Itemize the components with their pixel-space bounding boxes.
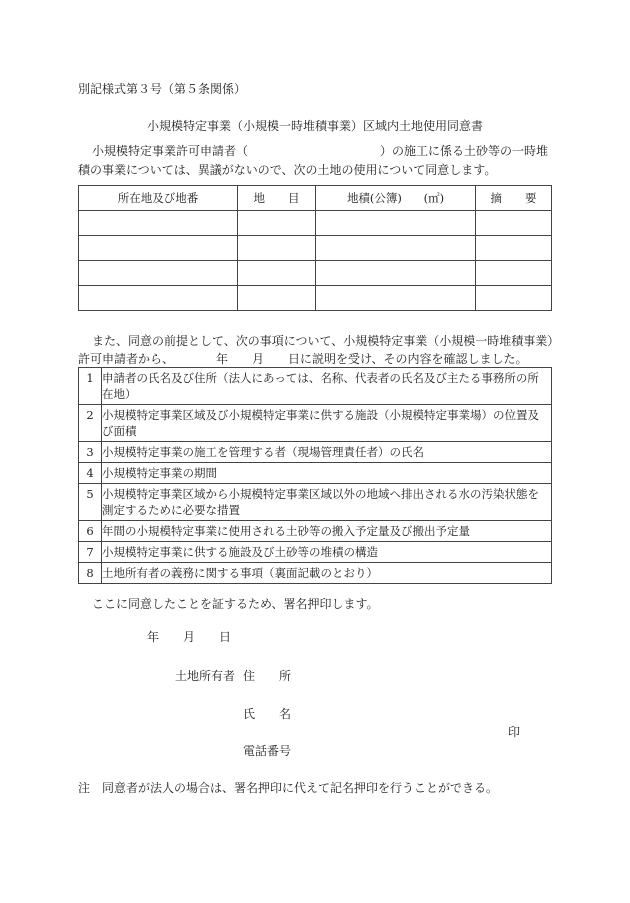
owner-label: 土地所有者 <box>175 669 236 683</box>
footnote: 注 同意者が法人の場合は、署名押印に代えて記名押印を行うことができる。 <box>78 781 499 795</box>
header-area-unit: (㎡) <box>423 191 445 205</box>
item-text: 小規模特定事業の期間 <box>102 463 552 484</box>
list-item <box>79 521 552 542</box>
cell-location[interactable] <box>79 236 238 261</box>
cell-location[interactable] <box>79 261 238 286</box>
seal-mark: 印 <box>508 725 521 739</box>
cell-remarks[interactable] <box>476 236 552 261</box>
form-id: 別記様式第３号（第５条関係） <box>78 82 247 96</box>
item-number: 3 <box>79 442 102 463</box>
cell-area[interactable] <box>316 211 476 236</box>
list-item <box>79 368 552 405</box>
intro-line2: 積の事業については、異議がないので、次の土地の使用について同意します。 <box>78 163 497 177</box>
item-text: 小規模特定事業に供する施設及び土砂等の堆積の構造 <box>102 542 552 563</box>
cell-category[interactable] <box>238 211 316 236</box>
cell-category[interactable] <box>238 236 316 261</box>
item-text: 年間の小規模特定事業に使用される土砂等の搬入予定量及び搬出予定量 <box>102 521 552 542</box>
table-row <box>79 261 552 286</box>
land-table-header <box>79 186 552 211</box>
list-item <box>79 484 552 521</box>
list-item <box>79 442 552 463</box>
item-text: 小規模特定事業区域及び小規模特定事業に供する施設（小規模特定事業場）の位置及び面積 <box>102 405 552 442</box>
list-item <box>79 463 552 484</box>
item-text: 土地所有者の義務に関する事項（裏面記載のとおり） <box>102 563 552 584</box>
header-category: 地 目 <box>238 186 316 211</box>
cell-remarks[interactable] <box>476 286 552 311</box>
cell-location[interactable] <box>79 211 238 236</box>
item-number: 6 <box>79 521 102 542</box>
item-number: 1 <box>79 368 102 405</box>
table-row <box>79 211 552 236</box>
item-text: 申請者の氏名及び住所（法人にあっては、名称、代表者の氏名及び主たる事務所の所在地） <box>102 368 552 405</box>
land-table <box>78 185 552 311</box>
phone-label: 電話番号 <box>243 744 292 758</box>
header-area-label: 地積(公簿) <box>346 191 402 205</box>
list-item <box>79 563 552 584</box>
item-number: 5 <box>79 484 102 521</box>
cell-area[interactable] <box>316 236 476 261</box>
cell-remarks[interactable] <box>476 261 552 286</box>
list-item <box>79 405 552 442</box>
cell-area[interactable] <box>316 286 476 311</box>
header-remarks: 摘 要 <box>476 186 552 211</box>
date-line: 年 月 日 <box>147 630 232 644</box>
cell-location[interactable] <box>79 286 238 311</box>
item-text: 小規模特定事業区域から小規模特定事業区域以外の地域へ排出される水の汚染状態を測定するために必要な措置 <box>102 484 552 521</box>
address-label: 住 所 <box>243 669 292 683</box>
item-number: 8 <box>79 563 102 584</box>
premise-line2: 許可申請者から、 年 月 日に説明を受け、その内容を確認しました。 <box>78 352 528 366</box>
header-location: 所在地及び地番 <box>79 186 238 211</box>
item-number: 4 <box>79 463 102 484</box>
item-number: 7 <box>79 542 102 563</box>
cell-remarks[interactable] <box>476 211 552 236</box>
intro-line1-a: 小規模特定事業許可申請者（ <box>92 144 249 158</box>
header-area <box>316 186 476 211</box>
name-label: 氏 名 <box>243 707 292 721</box>
cell-category[interactable] <box>238 286 316 311</box>
intro-line1-b: ）の施工に係る土砂等の一時堆 <box>380 144 549 158</box>
table-row <box>79 286 552 311</box>
list-item <box>79 542 552 563</box>
page-title: 小規模特定事業（小規模一時堆積事業）区域内土地使用同意書 <box>147 119 484 133</box>
item-text: 小規模特定事業の施工を管理する者（現場管理責任者）の氏名 <box>102 442 552 463</box>
premise-line1: また、同意の前提として、次の事項について、小規模特定事業（小規模一時堆積事業） <box>92 334 560 348</box>
item-number: 2 <box>79 405 102 442</box>
cell-area[interactable] <box>316 261 476 286</box>
table-row <box>79 236 552 261</box>
cell-category[interactable] <box>238 261 316 286</box>
certify-text: ここに同意したことを証するため、署名押印します。 <box>92 597 379 611</box>
items-table <box>78 367 552 584</box>
